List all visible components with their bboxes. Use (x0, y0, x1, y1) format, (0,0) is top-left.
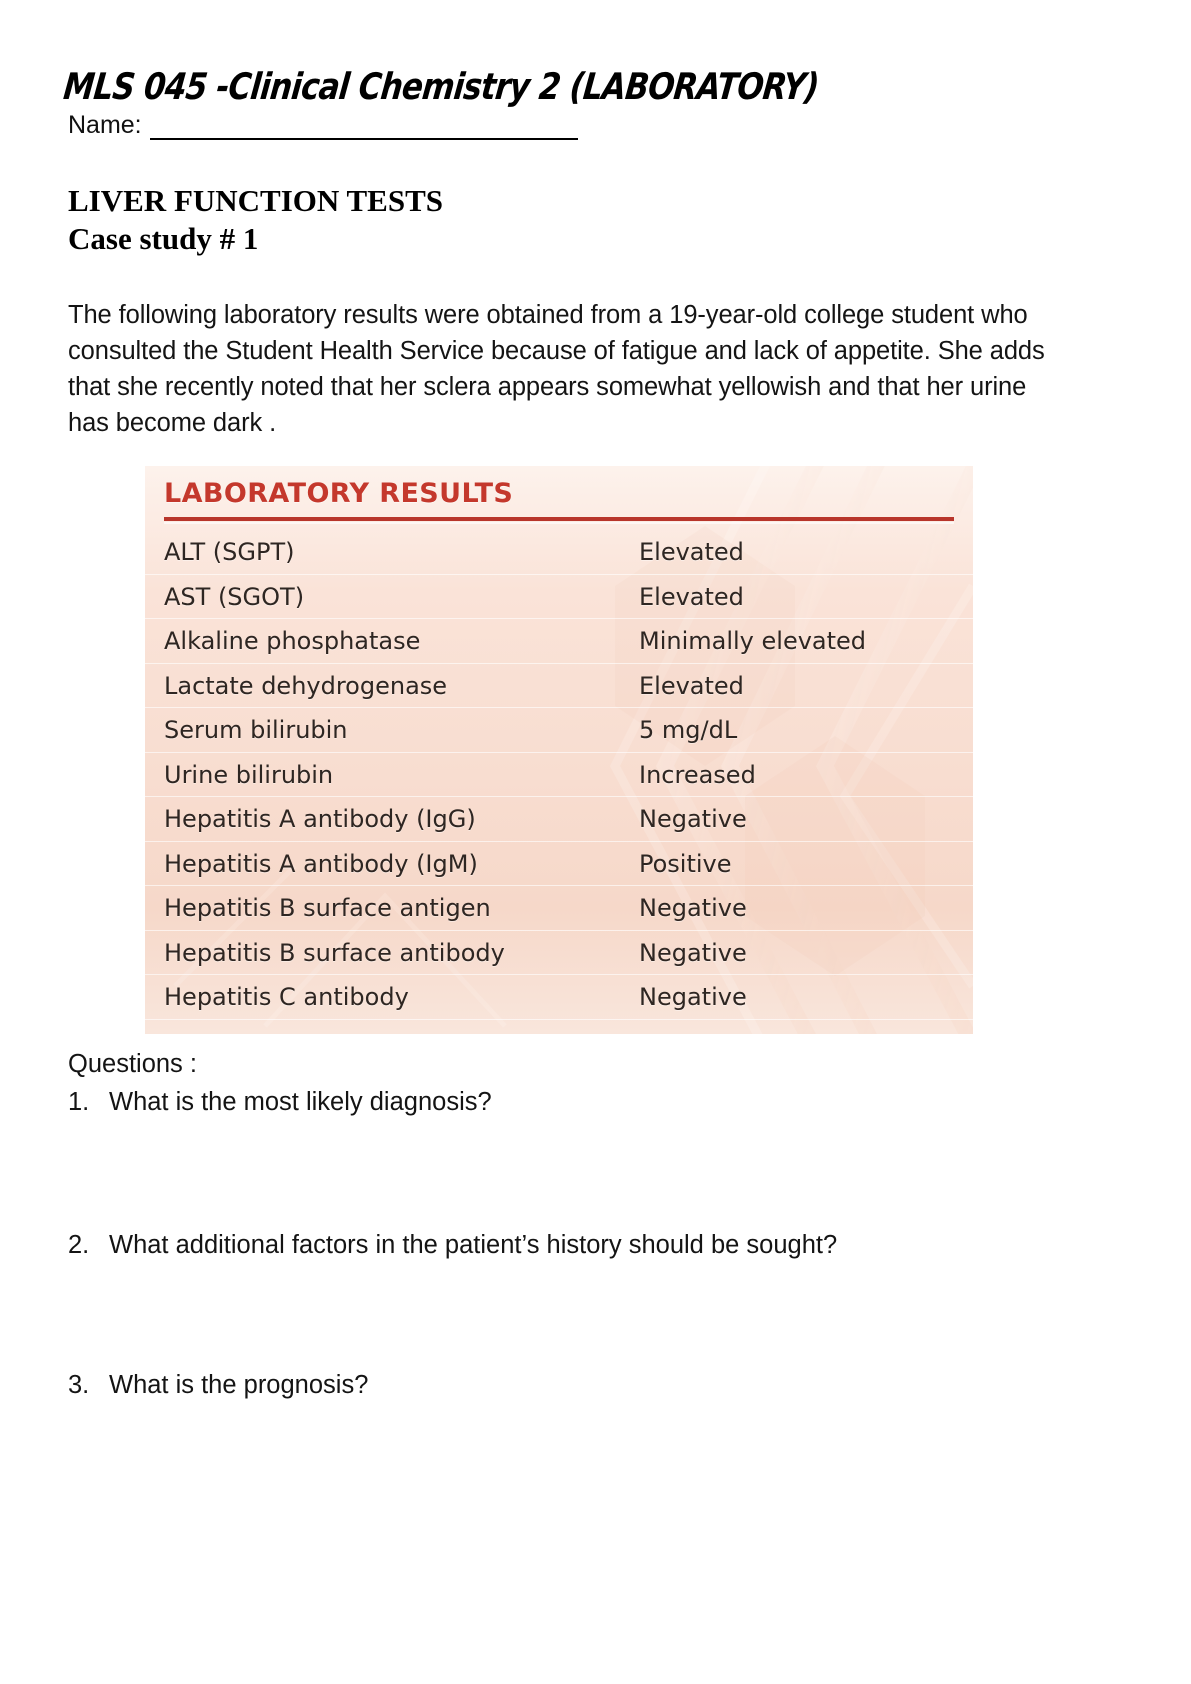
test-result: Negative (639, 983, 747, 1012)
case-narrative: The following laboratory results were obtained from a 19-year-old college student who consulted the Student Health Service because of fatigue and lack of appetite. She adds that she recently noted that her sclera appears somewhat yellowish and that her urine has become dark . (68, 301, 1045, 437)
name-blank-line[interactable] (150, 116, 578, 140)
test-result: 5 mg/dL (639, 716, 738, 745)
question-number: 2. (68, 1231, 90, 1259)
table-row (145, 708, 973, 753)
questions-label: Questions : (68, 1050, 197, 1078)
question-text: What additional factors in the patient’s history should be sought? (109, 1231, 838, 1259)
test-result: Elevated (639, 671, 744, 700)
question-item (68, 1368, 368, 1402)
test-name: Hepatitis A antibody (IgM) (164, 849, 478, 878)
test-name: Serum bilirubin (164, 716, 348, 745)
test-name: Hepatitis C antibody (164, 983, 409, 1012)
table-row (145, 931, 973, 976)
question-item (68, 1228, 837, 1262)
table-row (145, 664, 973, 709)
test-result: Positive (639, 849, 732, 878)
test-name: Hepatitis A antibody (IgG) (164, 805, 476, 834)
table-row (145, 753, 973, 798)
test-name: ALT (SGPT) (164, 538, 295, 567)
case-study-subtitle: Case study # 1 (68, 221, 259, 256)
table-row (145, 886, 973, 931)
test-name: AST (SGOT) (164, 582, 305, 611)
test-name: Urine bilirubin (164, 760, 334, 789)
test-name: Hepatitis B surface antigen (164, 894, 491, 923)
course-title: MLS 045 -Clinical Chemistry 2 (LABORATORY) (61, 66, 821, 109)
table-row (145, 530, 973, 575)
test-result: Elevated (639, 538, 744, 567)
test-result: Elevated (639, 582, 744, 611)
page-title: LIVER FUNCTION TESTS (68, 183, 443, 218)
name-field-row (68, 110, 578, 140)
laboratory-results-heading: LABORATORY RESULTS (164, 478, 514, 509)
name-label: Name: (68, 111, 142, 139)
test-result: Negative (639, 894, 747, 923)
laboratory-results-table (145, 530, 973, 1020)
test-result: Negative (639, 805, 747, 834)
test-result: Increased (639, 760, 756, 789)
question-number: 1. (68, 1088, 90, 1116)
heading-divider (164, 517, 954, 521)
table-row (145, 842, 973, 887)
test-result: Minimally elevated (639, 627, 867, 656)
test-name: Lactate dehydrogenase (164, 671, 448, 700)
question-text: What is the prognosis? (109, 1371, 369, 1399)
test-name: Hepatitis B surface antibody (164, 938, 505, 967)
question-text: What is the most likely diagnosis? (109, 1088, 492, 1116)
question-item (68, 1085, 492, 1119)
table-row (145, 797, 973, 842)
question-number: 3. (68, 1371, 90, 1399)
test-result: Negative (639, 938, 747, 967)
laboratory-results-card (145, 466, 973, 1034)
table-row (145, 575, 973, 620)
section-heading-block (68, 182, 443, 258)
test-name: Alkaline phosphatase (164, 627, 421, 656)
heading-divider-highlight (164, 522, 954, 524)
table-row (145, 975, 973, 1020)
table-row (145, 619, 973, 664)
